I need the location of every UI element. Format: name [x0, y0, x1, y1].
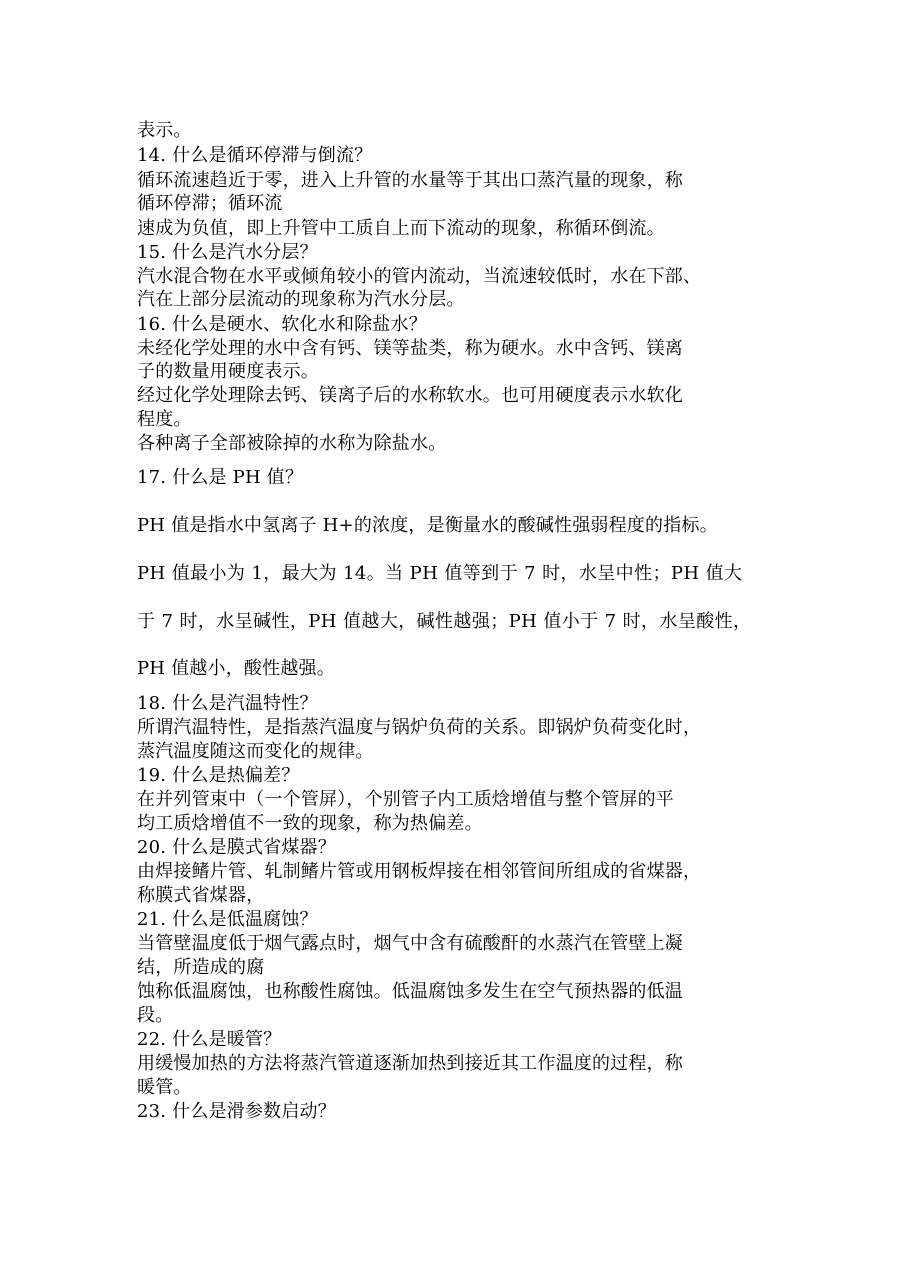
text-line: 汽水混合物在水平或倾角较小的管内流动，当流速较低时，水在下部、 — [137, 266, 702, 287]
text-line: 子的数量用硬度表示。 — [137, 361, 319, 382]
question-heading: 16. 什么是硬水、软化水和除盐水？ — [137, 314, 427, 335]
text-line: 段。 — [137, 1005, 174, 1026]
text-line: 循环流速趋近于零，进入上升管的水量等于其出口蒸汽量的现象，称 — [137, 170, 683, 191]
question-heading: 17. 什么是 PH 值？ — [137, 467, 304, 488]
text-line: 经过化学处理除去钙、镁离子后的水称软水。也可用硬度表示水软化 — [137, 385, 683, 406]
question-heading: 22. 什么是暖管？ — [137, 1029, 282, 1050]
text-line: 用缓慢加热的方法将蒸汽管道逐渐加热到接近其工作温度的过程，称 — [137, 1053, 683, 1074]
text-line: 表示。 — [137, 120, 192, 141]
text-line: PH 值越小，酸性越强。 — [137, 658, 335, 679]
text-line: 暖管。 — [137, 1077, 192, 1098]
text-line: 称膜式省煤器， — [137, 885, 265, 906]
question-heading: 21. 什么是低温腐蚀？ — [137, 909, 318, 930]
text-line: 于 7 时，水呈碱性，PH 值越大，碱性越强；PH 值小于 7 时，水呈酸性， — [137, 611, 752, 632]
text-line: 速成为负值，即上升管中工质自上而下流动的现象，称循环倒流。 — [137, 218, 665, 239]
text-line: 当管壁温度低于烟气露点时，烟气中含有硫酸酐的水蒸汽在管壁上凝 — [137, 933, 683, 954]
text-line: 蒸汽温度随这而变化的规律。 — [137, 741, 374, 762]
text-line: 所谓汽温特性，是指蒸汽温度与锅炉负荷的关系。即锅炉负荷变化时， — [137, 717, 702, 738]
text-line: 各种离子全部被除掉的水称为除盐水。 — [137, 433, 447, 454]
text-line: 未经化学处理的水中含有钙、镁等盐类，称为硬水。水中含钙、镁离 — [137, 338, 683, 359]
text-line: 结，所造成的腐 — [137, 957, 265, 978]
question-heading: 14. 什么是循环停滞与倒流？ — [137, 145, 373, 166]
question-heading: 15. 什么是汽水分层？ — [137, 242, 318, 263]
text-line: 在并列管束中（一个管屏），个别管子内工质焓增值与整个管屏的平 — [137, 789, 674, 810]
question-heading: 20. 什么是膜式省煤器？ — [137, 837, 336, 858]
text-line: 由焊接鳍片管、轧制鳍片管或用钢板焊接在相邻管间所组成的省煤器， — [137, 861, 702, 882]
text-line: 汽在上部分层流动的现象称为汽水分层。 — [137, 289, 465, 310]
text-line: 循环停滞；循环流 — [137, 193, 283, 214]
text-line: 蚀称低温腐蚀，也称酸性腐蚀。低温腐蚀多发生在空气预热器的低温 — [137, 981, 683, 1002]
question-heading: 18. 什么是汽温特性？ — [137, 693, 318, 714]
question-heading: 23. 什么是滑参数启动？ — [137, 1101, 336, 1122]
text-line: PH 值最小为 1，最大为 14。当 PH 值等到于 7 时，水呈中性；PH 值大 — [137, 563, 743, 584]
text-line: PH 值是指水中氢离子 H+的浓度，是衡量水的酸碱性强弱程度的指标。 — [137, 515, 718, 536]
text-line: 程度。 — [137, 409, 192, 430]
text-line: 均工质焓增值不一致的现象，称为热偏差。 — [137, 813, 483, 834]
question-heading: 19. 什么是热偏差？ — [137, 765, 300, 786]
